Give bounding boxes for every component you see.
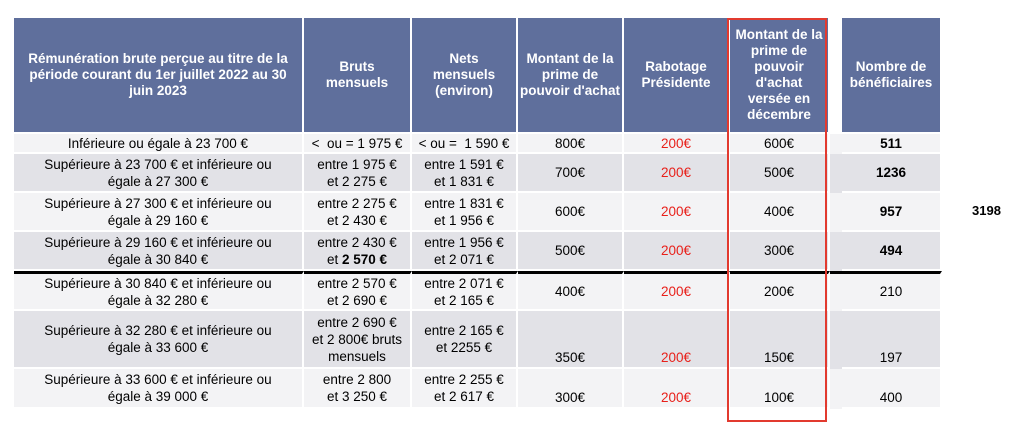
cell-versee: 100€ (730, 369, 830, 409)
header-gap (830, 18, 842, 132)
table-row (14, 193, 942, 232)
header-row (14, 18, 942, 132)
cell-versee: 200€ (730, 271, 830, 311)
cell-montant: 500€ (518, 232, 624, 271)
cell-rabotage: 200€ (624, 154, 730, 193)
cell-montant: 400€ (518, 271, 624, 311)
cell-nets: entre 2 255 € et 2 617 € (412, 369, 518, 409)
cell-nets: < ou = 1 590 € (412, 132, 518, 154)
cell-montant: 700€ (518, 154, 624, 193)
header-montant: Montant de la prime de pouvoir d'achat (518, 18, 624, 132)
cell-gap (830, 232, 842, 271)
cell-bruts: < ou = 1 975 € (304, 132, 412, 154)
cell-rabotage: 200€ (624, 369, 730, 409)
cell-nombre: 511 (842, 132, 942, 154)
cell-remuneration: Supérieure à 32 280 € et inférieure ou égale à 33 600 € (14, 311, 304, 369)
cell-rabotage: 200€ (624, 271, 730, 311)
cell-nombre: 957 (842, 193, 942, 232)
cell-rabotage: 200€ (624, 232, 730, 271)
cell-remuneration: Supérieure à 23 700 € et inférieure ou égale à 27 300 € (14, 154, 304, 193)
cell-rabotage: 200€ (624, 311, 730, 369)
prime-table (14, 18, 942, 409)
table-row (14, 232, 942, 271)
cell-gap (830, 193, 842, 232)
table-row (14, 369, 942, 409)
cell-montant: 800€ (518, 132, 624, 154)
cell-montant: 600€ (518, 193, 624, 232)
cell-remuneration: Supérieure à 27 300 € et inférieure ou égale à 29 160 € (14, 193, 304, 232)
table-row (14, 271, 942, 311)
cell-nombre: 494 (842, 232, 942, 271)
header-bruts: Bruts mensuels (304, 18, 412, 132)
prime-table-wrapper (14, 18, 942, 409)
cell-rabotage: 200€ (624, 193, 730, 232)
header-rabotage: Rabotage Présidente (624, 18, 730, 132)
cell-remuneration: Supérieure à 33 600 € et inférieure ou égale à 39 000 € (14, 369, 304, 409)
cell-bruts-prefix: et (326, 251, 342, 267)
cell-nets: entre 2 165 € et 2255 € (412, 311, 518, 369)
cell-bruts-bold-value: 2 570 € (341, 251, 388, 267)
cell-nombre: 400 (842, 369, 942, 409)
header-versee: Montant de la prime de pouvoir d'achat versée en décembre (730, 18, 830, 132)
header-nombre: Nombre de bénéficiaires (842, 18, 942, 132)
cell-nets: entre 2 071 € et 2 165 € (412, 271, 518, 311)
cell-remuneration: Supérieure à 30 840 € et inférieure ou égale à 32 280 € (14, 271, 304, 311)
cell-gap (830, 132, 842, 154)
cell-montant: 300€ (518, 369, 624, 409)
cell-bruts: entre 2 275 € et 2 430 € (304, 193, 412, 232)
table-row (14, 154, 942, 193)
cell-bruts-line1: entre 2 430 € (317, 234, 397, 250)
cell-nombre: 1236 (842, 154, 942, 193)
table-row (14, 311, 942, 369)
cell-versee: 150€ (730, 311, 830, 369)
header-nets: Nets mensuels (environ) (412, 18, 518, 132)
cell-versee: 500€ (730, 154, 830, 193)
cell-gap (830, 311, 842, 369)
cell-nets: entre 1 831 € et 1 956 € (412, 193, 518, 232)
cell-bruts: entre 1 975 € et 2 275 € (304, 154, 412, 193)
cell-nombre: 197 (842, 311, 942, 369)
cell-remuneration: Supérieure à 29 160 € et inférieure ou égale à 30 840 € (14, 232, 304, 271)
cell-montant: 350€ (518, 311, 624, 369)
cell-gap (830, 154, 842, 193)
cell-versee: 600€ (730, 132, 830, 154)
cell-rabotage: 200€ (624, 132, 730, 154)
table-row (14, 132, 942, 154)
cell-remuneration: Inférieure ou égale à 23 700 € (14, 132, 304, 154)
cell-gap (830, 271, 842, 311)
cell-bruts: entre 2 570 € et 2 690 € (304, 271, 412, 311)
cell-nombre: 210 (842, 271, 942, 311)
cell-nets: entre 1 956 € et 2 071 € (412, 232, 518, 271)
cell-gap (830, 369, 842, 409)
total-beneficiaires: 3198 (972, 203, 1001, 218)
cell-bruts: entre 2 690 € et 2 800€ bruts mensuels (304, 311, 412, 369)
header-remuneration: Rémunération brute perçue au titre de la période courant du 1er juillet 2022 au 30 juin 2023 (14, 18, 304, 132)
cell-versee: 300€ (730, 232, 830, 271)
cell-bruts (304, 232, 412, 271)
cell-versee: 400€ (730, 193, 830, 232)
cell-nets: entre 1 591 € et 1 831 € (412, 154, 518, 193)
cell-bruts: entre 2 800 et 3 250 € (304, 369, 412, 409)
